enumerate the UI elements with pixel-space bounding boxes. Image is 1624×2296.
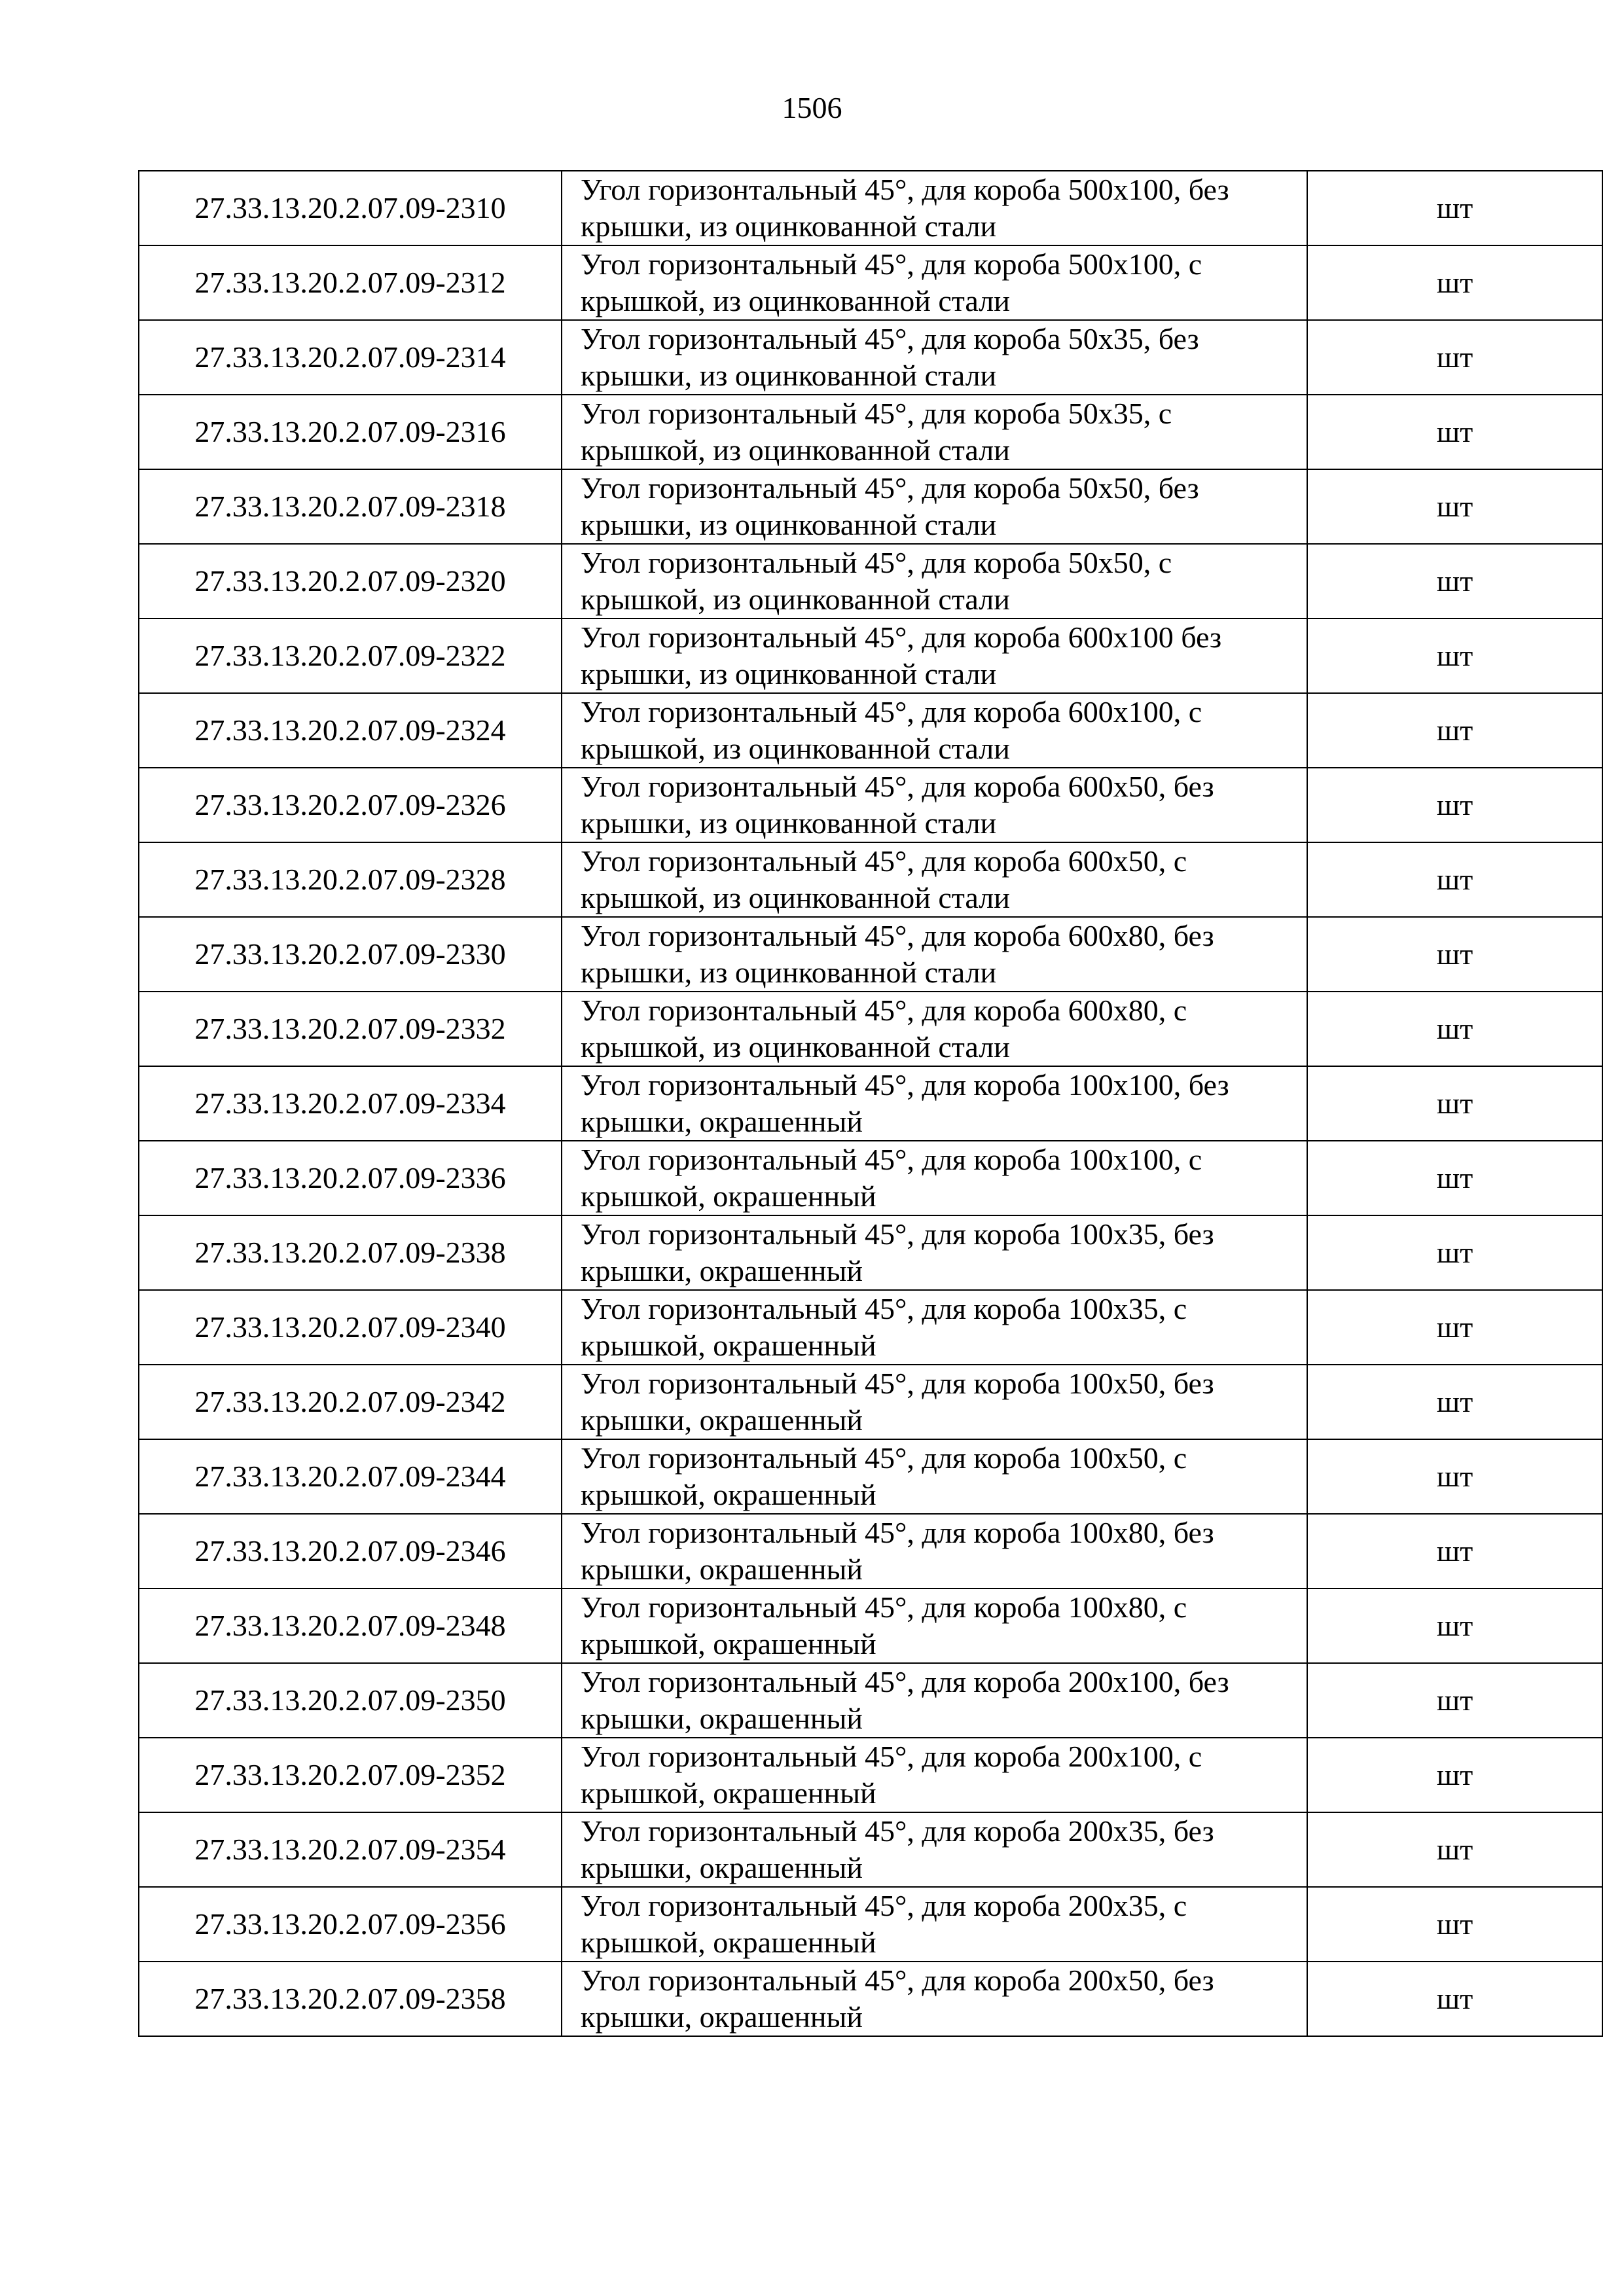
item-code-cell: 27.33.13.20.2.07.09-2316 xyxy=(139,395,562,469)
item-description-cell xyxy=(562,992,1307,1066)
description-line-2: крышки, окрашенный xyxy=(581,1702,863,1735)
table-body xyxy=(139,171,1602,2036)
item-unit-cell: шт xyxy=(1307,1514,1602,1588)
item-description-cell xyxy=(562,171,1307,245)
description-line-2: крышкой, окрашенный xyxy=(581,1179,876,1213)
item-unit-cell: шт xyxy=(1307,1365,1602,1439)
item-unit-cell: шт xyxy=(1307,768,1602,842)
table-row xyxy=(139,544,1602,619)
table-row xyxy=(139,320,1602,395)
description-line-2: крышкой, из оцинкованной стали xyxy=(581,732,1010,765)
description-line-2: крышки, из оцинкованной стали xyxy=(581,806,997,840)
item-description-cell xyxy=(562,320,1307,395)
table-row xyxy=(139,1141,1602,1215)
item-code-cell: 27.33.13.20.2.07.09-2310 xyxy=(139,171,562,245)
description-line-1: Угол горизонтальный 45°, для короба 100х100, с xyxy=(581,1143,1202,1176)
item-code-cell: 27.33.13.20.2.07.09-2352 xyxy=(139,1738,562,1812)
item-code-cell: 27.33.13.20.2.07.09-2334 xyxy=(139,1066,562,1141)
item-code-cell: 27.33.13.20.2.07.09-2338 xyxy=(139,1215,562,1290)
description-line-2: крышки, окрашенный xyxy=(581,1552,863,1586)
item-code-cell: 27.33.13.20.2.07.09-2340 xyxy=(139,1290,562,1365)
item-unit-cell: шт xyxy=(1307,544,1602,619)
description-line-2: крышкой, окрашенный xyxy=(581,1478,876,1511)
table-row xyxy=(139,1588,1602,1663)
description-line-1: Угол горизонтальный 45°, для короба 100х35, без xyxy=(581,1217,1214,1251)
item-unit-cell: шт xyxy=(1307,842,1602,917)
item-description-cell xyxy=(562,395,1307,469)
description-line-1: Угол горизонтальный 45°, для короба 500х100, без xyxy=(581,173,1229,206)
description-line-2: крышки, из оцинкованной стали xyxy=(581,209,997,243)
item-unit-cell: шт xyxy=(1307,1812,1602,1887)
description-line-1: Угол горизонтальный 45°, для короба 600х50, с xyxy=(581,844,1187,878)
description-line-1: Угол горизонтальный 45°, для короба 100х50, без xyxy=(581,1367,1214,1400)
description-line-2: крышкой, из оцинкованной стали xyxy=(581,284,1010,317)
description-line-1: Угол горизонтальный 45°, для короба 100х35, с xyxy=(581,1292,1187,1325)
description-line-2: крышкой, из оцинкованной стали xyxy=(581,583,1010,616)
table-row xyxy=(139,917,1602,992)
description-line-2: крышки, окрашенный xyxy=(581,1105,863,1138)
item-unit-cell: шт xyxy=(1307,171,1602,245)
description-line-1: Угол горизонтальный 45°, для короба 50х35, без xyxy=(581,322,1199,355)
item-code-cell: 27.33.13.20.2.07.09-2342 xyxy=(139,1365,562,1439)
item-code-cell: 27.33.13.20.2.07.09-2356 xyxy=(139,1887,562,1962)
description-line-2: крышкой, окрашенный xyxy=(581,1926,876,1959)
item-description-cell xyxy=(562,768,1307,842)
item-code-cell: 27.33.13.20.2.07.09-2336 xyxy=(139,1141,562,1215)
item-code-cell: 27.33.13.20.2.07.09-2318 xyxy=(139,469,562,544)
description-line-1: Угол горизонтальный 45°, для короба 200х35, без xyxy=(581,1814,1214,1848)
item-description-cell xyxy=(562,245,1307,320)
description-line-2: крышкой, из оцинкованной стали xyxy=(581,1030,1010,1064)
item-unit-cell: шт xyxy=(1307,1141,1602,1215)
table-row xyxy=(139,395,1602,469)
table-row xyxy=(139,619,1602,693)
table-row xyxy=(139,842,1602,917)
item-description-cell xyxy=(562,1812,1307,1887)
description-line-1: Угол горизонтальный 45°, для короба 50х50, без xyxy=(581,471,1199,505)
item-unit-cell: шт xyxy=(1307,1738,1602,1812)
item-code-cell: 27.33.13.20.2.07.09-2324 xyxy=(139,693,562,768)
item-unit-cell: шт xyxy=(1307,1290,1602,1365)
table-row xyxy=(139,1215,1602,1290)
description-line-2: крышкой, окрашенный xyxy=(581,1776,876,1810)
description-line-1: Угол горизонтальный 45°, для короба 200х50, без xyxy=(581,1964,1214,1997)
item-code-cell: 27.33.13.20.2.07.09-2312 xyxy=(139,245,562,320)
description-line-1: Угол горизонтальный 45°, для короба 100х80, с xyxy=(581,1590,1187,1624)
description-line-1: Угол горизонтальный 45°, для короба 600х80, без xyxy=(581,919,1214,952)
description-line-1: Угол горизонтальный 45°, для короба 500х100, с xyxy=(581,247,1202,281)
item-description-cell xyxy=(562,1887,1307,1962)
item-code-cell: 27.33.13.20.2.07.09-2330 xyxy=(139,917,562,992)
table-row xyxy=(139,1812,1602,1887)
description-line-1: Угол горизонтальный 45°, для короба 100х100, без xyxy=(581,1068,1229,1102)
item-unit-cell: шт xyxy=(1307,245,1602,320)
item-code-cell: 27.33.13.20.2.07.09-2314 xyxy=(139,320,562,395)
description-line-1: Угол горизонтальный 45°, для короба 200х100, с xyxy=(581,1740,1202,1773)
item-code-cell: 27.33.13.20.2.07.09-2354 xyxy=(139,1812,562,1887)
item-description-cell xyxy=(562,1588,1307,1663)
description-line-2: крышки, из оцинкованной стали xyxy=(581,657,997,691)
table-row xyxy=(139,1290,1602,1365)
item-unit-cell: шт xyxy=(1307,1962,1602,2036)
description-line-1: Угол горизонтальный 45°, для короба 100х80, без xyxy=(581,1516,1214,1549)
item-description-cell xyxy=(562,469,1307,544)
table-row xyxy=(139,1962,1602,2036)
description-line-1: Угол горизонтальный 45°, для короба 600х100 без xyxy=(581,620,1222,654)
item-description-cell xyxy=(562,917,1307,992)
description-line-2: крышкой, из оцинкованной стали xyxy=(581,881,1010,914)
item-code-cell: 27.33.13.20.2.07.09-2358 xyxy=(139,1962,562,2036)
table-row xyxy=(139,768,1602,842)
item-code-cell: 27.33.13.20.2.07.09-2332 xyxy=(139,992,562,1066)
item-code-cell: 27.33.13.20.2.07.09-2326 xyxy=(139,768,562,842)
table-row xyxy=(139,992,1602,1066)
item-unit-cell: шт xyxy=(1307,1588,1602,1663)
item-code-cell: 27.33.13.20.2.07.09-2320 xyxy=(139,544,562,619)
item-description-cell xyxy=(562,1439,1307,1514)
table-row xyxy=(139,1365,1602,1439)
item-code-cell: 27.33.13.20.2.07.09-2344 xyxy=(139,1439,562,1514)
item-description-cell xyxy=(562,842,1307,917)
item-description-cell xyxy=(562,1215,1307,1290)
description-line-2: крышкой, из оцинкованной стали xyxy=(581,433,1010,467)
item-description-cell xyxy=(562,1365,1307,1439)
description-line-2: крышкой, окрашенный xyxy=(581,1329,876,1362)
table-row xyxy=(139,469,1602,544)
description-line-2: крышки, окрашенный xyxy=(581,1851,863,1884)
item-description-cell xyxy=(562,544,1307,619)
item-unit-cell: шт xyxy=(1307,1439,1602,1514)
item-code-cell: 27.33.13.20.2.07.09-2346 xyxy=(139,1514,562,1588)
item-unit-cell: шт xyxy=(1307,992,1602,1066)
item-description-cell xyxy=(562,1290,1307,1365)
item-code-cell: 27.33.13.20.2.07.09-2348 xyxy=(139,1588,562,1663)
item-unit-cell: шт xyxy=(1307,1066,1602,1141)
table-row xyxy=(139,171,1602,245)
description-line-1: Угол горизонтальный 45°, для короба 200х35, с xyxy=(581,1889,1187,1922)
description-line-1: Угол горизонтальный 45°, для короба 200х100, без xyxy=(581,1665,1229,1698)
item-unit-cell: шт xyxy=(1307,395,1602,469)
item-unit-cell: шт xyxy=(1307,1887,1602,1962)
item-unit-cell: шт xyxy=(1307,693,1602,768)
item-unit-cell: шт xyxy=(1307,469,1602,544)
description-line-2: крышки, окрашенный xyxy=(581,2000,863,2034)
table-row xyxy=(139,1439,1602,1514)
description-line-1: Угол горизонтальный 45°, для короба 600х80, с xyxy=(581,994,1187,1027)
description-line-2: крышки, окрашенный xyxy=(581,1254,863,1287)
item-description-cell xyxy=(562,1663,1307,1738)
description-line-2: крышки, из оцинкованной стали xyxy=(581,359,997,392)
item-code-cell: 27.33.13.20.2.07.09-2328 xyxy=(139,842,562,917)
table-row xyxy=(139,693,1602,768)
codes-table xyxy=(138,170,1603,2037)
item-unit-cell: шт xyxy=(1307,619,1602,693)
item-unit-cell: шт xyxy=(1307,1215,1602,1290)
description-line-1: Угол горизонтальный 45°, для короба 600х50, без xyxy=(581,770,1214,803)
description-line-2: крышки, из оцинкованной стали xyxy=(581,956,997,989)
table-row xyxy=(139,1066,1602,1141)
item-description-cell xyxy=(562,619,1307,693)
item-unit-cell: шт xyxy=(1307,320,1602,395)
item-description-cell xyxy=(562,1962,1307,2036)
item-unit-cell: шт xyxy=(1307,917,1602,992)
description-line-1: Угол горизонтальный 45°, для короба 600х100, с xyxy=(581,695,1202,728)
item-description-cell xyxy=(562,1514,1307,1588)
description-line-2: крышки, окрашенный xyxy=(581,1403,863,1437)
description-line-2: крышки, из оцинкованной стали xyxy=(581,508,997,541)
table-row xyxy=(139,1514,1602,1588)
description-line-1: Угол горизонтальный 45°, для короба 100х50, с xyxy=(581,1441,1187,1475)
item-unit-cell: шт xyxy=(1307,1663,1602,1738)
item-code-cell: 27.33.13.20.2.07.09-2322 xyxy=(139,619,562,693)
description-line-1: Угол горизонтальный 45°, для короба 50х50, с xyxy=(581,546,1172,579)
item-code-cell: 27.33.13.20.2.07.09-2350 xyxy=(139,1663,562,1738)
page-number: 1506 xyxy=(782,91,842,124)
item-description-cell xyxy=(562,1141,1307,1215)
description-line-1: Угол горизонтальный 45°, для короба 50х35, с xyxy=(581,397,1172,430)
table-row xyxy=(139,1887,1602,1962)
item-description-cell xyxy=(562,1738,1307,1812)
table-row xyxy=(139,1738,1602,1812)
item-description-cell xyxy=(562,693,1307,768)
table-row xyxy=(139,245,1602,320)
description-line-2: крышкой, окрашенный xyxy=(581,1627,876,1660)
table-row xyxy=(139,1663,1602,1738)
item-description-cell xyxy=(562,1066,1307,1141)
